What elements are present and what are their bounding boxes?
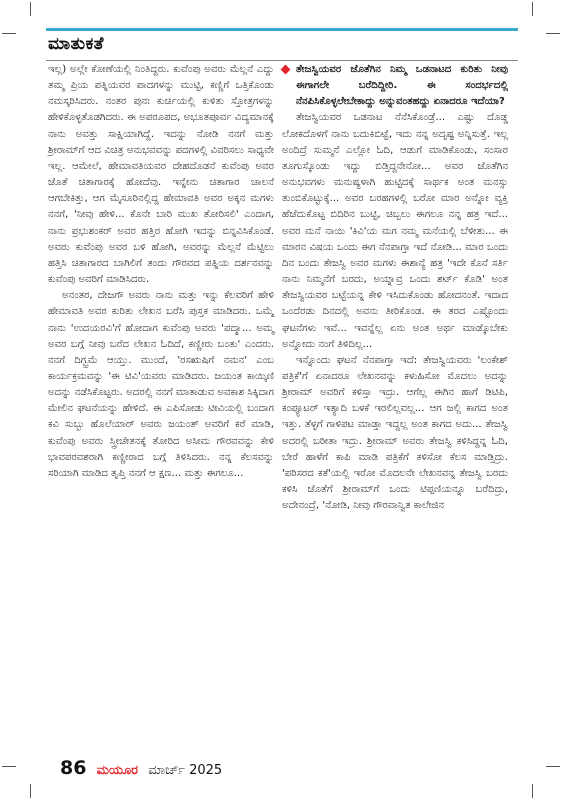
question-bullet-icon xyxy=(281,65,291,75)
issue-date: ಮಾರ್ಚ್ 2025 xyxy=(148,763,223,778)
crop-mark-top-left-h xyxy=(2,33,16,34)
article-left-column xyxy=(48,62,274,482)
crop-mark-top-right-h xyxy=(546,33,560,34)
crop-mark-bottom-left-v xyxy=(30,784,31,798)
header-divider xyxy=(46,60,518,61)
interview-question xyxy=(282,62,508,110)
section-title: ಮಾತುಕತೆ xyxy=(48,34,104,54)
question-text: ತೇಜಸ್ವಿಯವರ ಜೊತೆಗಿನ ನಿಮ್ಮ ಒಡನಾಟದ ಕುರಿತು ನೀವು ಈಗಾಗಲೇ ಬರೆದಿದ್ದೀರಿ. ಈ ಸಂದರ್ಭದಲ್ಲಿ ನೆನಪಿಸಿಕೊಳ್ಳಲೇಬೇಕಾದ್ದು ಅನ್ನುವಂತಹದ್ದು ಏನಾದರೂ ಇದೆಯಾ? xyxy=(296,64,508,108)
body-paragraph: ಇಲ್ಲ) ಅಲ್ಲೇ ಕೋಣೆಯಲ್ಲಿ ನಿಂತಿದ್ದರು. ಕುವೆಂಪು ಅವರು ಮೆಲ್ಲನೆ ಎದ್ದು ತಮ್ಮ ಪ್ರಿಯ ಪತ್ನಿಯವರ ಪಾದಗಳನ್ನು ಮುಟ್ಟಿ, ಕಣ್ಣಿಗೆ ಒತ್ತಿಕೊಂಡು ನಮಸ್ಕರಿಸಿದರು. ನಂತರ ಪುನಃ ಕುರ್ಚಿಯಲ್ಲಿ ಕುಳಿತು ಸ್ತೋತ್ರಗಳನ್ನು ಹೇಳಿಕೊಳ್ಳತೊಡಗಿದರು. ಈ ಅಪರೂಪದ, ಅಭೂತಪೂರ್ವ ವಿದ್ಯಮಾನಕ್ಕೆ ನಾನು ಅವತ್ತು ಸಾಕ್ಷಿಯಾಗಿದ್ದೆ. ಇದನ್ನು ನೋಡಿ ನನಗೆ ಮತ್ತು ಶ್ರೀರಾಮ್‌ಗೆ ಆದ ವಿಚಿತ್ರ ಅನುಭವವನ್ನು ಪದಗಳಲ್ಲಿ ವಿವರಿಸಲು ಸಾಧ್ಯವೇ ಇಲ್ಲ. ಆಮೇಲೆ, ಹೇಮಾವತಿಯವರ ದೇಹದೊಡನೆ ಕುವೆಂಪು ಅವರ ಜೊತೆ ಚಿತಾಗಾರಕ್ಕೆ ಹೋದೆವು. ಇನ್ನೇನು ಚಿತಾಗಾರ ಚಾಲನೆ ಆಗಬೇಕಿತ್ತು, ಆಗ ಮೈಸೂರಿನಲ್ಲಿದ್ದ ಹೇಮಾವತಿ ಅವರ ಅಕ್ಕನ ಮಗಳು ನನಗೆ, 'ನೀವು ಹೇಳಿ... ಕೊನೇ ಬಾರಿ ಮುಖ ತೋರಿಸಲಿ' ಎಂದಾಗ, ನಾನು ಪ್ರಭುಶಂಕರ್ ಅವರ ಹತ್ತಿರ ಹೋಗಿ ಇದನ್ನು ಬಿನ್ನವಿಸಿಕೊಂಡೆ. ಅವರು ಕುವೆಂಪು ಅವರ ಬಳಿ ಹೋಗಿ, ಅವರನ್ನು ಮೆಲ್ಲನೆ ಮೆಟ್ಟಿಲು ಹತ್ತಿಸಿ ಚಿತಾಗಾರದ ಬಾಗಿಲಿಗೆ ತಂದು ಗೌರವದ ಪತ್ನಿಯ ದರ್ಶನವನ್ನು ಕುವೆಂಪು ಅವರಿಗೆ ಮಾಡಿಸಿದರು. xyxy=(48,64,274,286)
page-footer xyxy=(60,757,222,779)
magazine-logo: ಮಯೂರ xyxy=(96,763,139,778)
header-accent-bar xyxy=(46,28,518,31)
page-number: 86 xyxy=(60,757,87,779)
crop-mark-bottom-right-v xyxy=(532,784,533,798)
crop-mark-top-right-v xyxy=(532,2,533,16)
crop-mark-bottom-right-h xyxy=(546,766,560,767)
body-paragraph: ಅನಂತರ, ದೇಜಗೌ ಅವರು ನಾನು ಮತ್ತು ಇನ್ನು ಕೆಲವರಿಗೆ ಹೇಳಿ ಹೇಮಾವತಿ ಅವರ ಕುರಿತು ಲೇಖನ ಬರೆಸಿ ಪುಸ್ತಕ ಮಾಡಿದರು. ಒಮ್ಮೆ ನಾನು 'ಉದಯರವಿ'ಗೆ ಹೋದಾಗ ಕುವೆಂಪು ಅವರು 'ಪದ್ಮಾ... ಅಮ್ಮ ಅವರ ಬಗ್ಗೆ ನೀವು ಬರೆದ ಲೇಖನ ಓದಿದೆ, ಕಣ್ಣೀರು ಬಂತು' ಎಂದರು. ನನಗೆ ದಿಗ್ಭ್ರಮೆ ಆಯ್ತು. ಮುಂದೆ, 'ರಸಋಷಿಗೆ ನಮನ' ಎಂಬ ಕಾರ್ಯಕ್ರಮವನ್ನು 'ಈ ಟಿವಿ'ಯವರು ಮಾಡಿದರು. ಜಯಂತ ಕಾಯ್ಕಿಣಿ ಅದನ್ನು ನಡೆಸಿಕೊಟ್ಟರು. ಅದರಲ್ಲಿ ನನಗೆ ಮಾತಾಡುವ ಅವಕಾಶ ಸಿಕ್ಕಿದಾಗ ಮೇಲಿನ ಘಟನೆಯನ್ನು ಹೇಳಿದೆ. ಈ ಎಪಿಸೋಡು ಟೀವಿಯಲ್ಲಿ ಬಂದಾಗ ಕವಿ ಸುಬ್ಬು ಹೊಲೆಯಾರ್ ಅವರು ಜಯಂತ್ ಅವರಿಗೆ ಕರೆ ಮಾಡಿ, ಕುವೆಂಪು ಅವರು ಸ್ತ್ರೀಚೇತನಕ್ಕೆ ತೋರಿದ ಅಸೀಮ ಗೌರವವನ್ನು ಕೇಳಿ ಭಾವಪರವಶರಾಗಿ ಕಣ್ಣೀರಾದ ಬಗ್ಗೆ ತಿಳಿಸಿದರು. ನನ್ನ ಕೆಲಸವನ್ನು ಸರಿಯಾಗಿ ಮಾಡಿದ ತೃಪ್ತಿ ನನಗೆ ಆ ಕ್ಷಣ... ಮತ್ತು ಈಗಲೂ... xyxy=(48,290,274,479)
answer-paragraph: ಇನ್ನೊಂದು ಘಟನೆ ನೆನಪಾಗ್ತಾ ಇದೆ: ತೇಜಸ್ವಿಯವರು 'ಲಂಕೇಶ್ ಪತ್ರಿಕೆ'ಗೆ ಏನಾದರೂ ಲೇಖನವನ್ನು ಕಳುಹಿಸೋ ಮೊದಲು ಅದನ್ನು ಶ್ರೀರಾಮ್ ಅವರಿಗೆ ಕಳಿಸ್ತಾ ಇದ್ರು. ಆಗೆಲ್ಲ ಈಗಿನ ಹಾಗೆ ಡಿಟಿಪಿ, ಕಂಪ್ಯೂಟರ್ ಇತ್ಯಾದಿ ಬಳಕೆ ಇರಲಿಲ್ಲವಲ್ಲ... ಆಗ ಜಲ್ಲಿ ಕಾಗದ ಅಂತ ಇತ್ತು. ತೆಳ್ಳಗೆ ಗಾಳಿಪಟ ಮಾಡ್ತಾ ಇದ್ದಲ್ಲ ಅಂತ ಕಾಗದ ಅದು... ತೇಜಸ್ವಿ ಅದರಲ್ಲಿ ಬರೀತಾ ಇದ್ರು. ಶ್ರೀರಾಮ್ ಅವರು ತೇಜಸ್ವಿ ಕಳಿಸಿದ್ದನ್ನ ಓದಿ, ಬೇರೆ ಹಾಳೆಗೆ ಕಾಪಿ ಮಾಡಿ ಪತ್ರಿಕೆಗೆ ಕಳಿಸೋ ಕೆಲಸ ಮಾಡ್ತಿದ್ರು. 'ಪರಿಸರದ ಕತೆ'ಯಲ್ಲಿ ಇರೋ ಮೊದಲನೇ ಲೇಖನವನ್ನ ತೇಜಸ್ವಿ ಬರದು ಕಳಿಸಿ ಜೊತೆಗೆ ಶ್ರೀರಾಮ್‌ಗೆ ಒಂದು ಟಿಪ್ಪಣಿಯನ್ನೂ ಬರೆದಿದ್ರು, ಅದೇನಂದ್ರೆ, 'ನೋಡಿ, ನೀವು ಗೌರವಾನ್ವಿತ ಕಾಲೇಜಿನ xyxy=(282,354,508,512)
answer-paragraph: ತೇಜಸ್ವಿಯವರ ಒಡನಾಟ ನೆನೆಸಿಕೊಂಡ್ರೆ... ಎಷ್ಟು ದೊಡ್ಡ ಲೋಕದೊಳಗೆ ನಾನು ಬದುಕಿಬಿಟ್ಟೆ, ಇದು ನನ್ನ ಅದೃಷ್ಟ ಅನ್ನಿಸುತ್ತೆ. ಇಲ್ಲ ಅಂದಿದ್ರೆ ಸುಮ್ಮನೆ ಎಲ್ಲೋ ಓದಿ, ಆಡುಗೆ ಮಾಡಿಕೊಂಡು, ಸಂಸಾರ ತೂಗುಸ್ಕೊಂಡು ಇದ್ದು ಬಿಡ್ತಿದ್ದನೇನೋ... ಅವರ ಜೊತೆಗಿನ ಅನುಭವಗಳು ಮನುಷ್ಯಳಾಗಿ ಹುಟ್ಟಿದಕ್ಕೆ ಸಾರ್ಥಕ ಅಂತ ಮನಸ್ಸು ತುಂಬಿಕೊಟ್ಟುಕ್ಕೆ... ಅವರ ಬರಹಗಳಲ್ಲಿ ಬರೋ ಮಾರ ಅನ್ನೋ ವ್ಯಕ್ತಿ ಹೆಜೆದುಕೊಟ್ಟ ಬಿದಿರಿನ ಬುಟ್ಟಿ, ಚಿಬ್ಬಲು ಈಗಲೂ ನನ್ನ ಹತ್ರ ಇದೆ... ಅವರ ಮನೆ ನಾಯಿ 'ಕಿವಿ'ಯ ಮಗ ನಮ್ಮ ಮನೆಯಲ್ಲಿ ಬೆಳೀತು... ಈ ಮಾರನ ವಿಷಯ ಒಂದು ಈಗ ನೆನಪಾಗ್ತಾ ಇದೆ ನೋಡಿ... ಮಾರ ಒಂದು ದಿನ ಬಂದು ತೇಜಸ್ವಿ ಅವರ ಮಗಳು ಈಶಾನ್ಯೆ ಹತ್ರ 'ಇದೇ ಕೊನೆ ಸರ್ತಿ ನಾನು ನಿಮ್ಮನೆಗೆ ಬರದು, ಅಯ್ನಾವ್ರ ಒಂದು ಶರ್ಟ್ ಕೊಡಿ' ಅಂತ ತೇಜಸ್ವಿಯವರ ಬಟ್ಟೆಯನ್ನ ಕೇಳಿ ಇಸಿದುಕೊಂಡು ಹೋದನಂತೆ. ಇದಾದ ಒಂದೆರಡು ದಿನದಲ್ಲಿ ಅವನು ತೀರಿಕೊಂಡ. ಈ ತರದ ಎಷ್ಟೊಂದು ಘಟನೆಗಳು ಇವೆ... ಇವನ್ನೆಲ್ಲ ಏನು ಅಂತ ಅರ್ಥ ಮಾಡ್ಕೊಬೇಕು ಅನ್ನೋದು ನಂಗೆ ತಿಳಿದಿಲ್ಲ... xyxy=(282,112,508,350)
crop-mark-bottom-left-h xyxy=(2,766,16,767)
crop-mark-top-left-v xyxy=(30,2,31,16)
article-right-column xyxy=(282,62,508,514)
